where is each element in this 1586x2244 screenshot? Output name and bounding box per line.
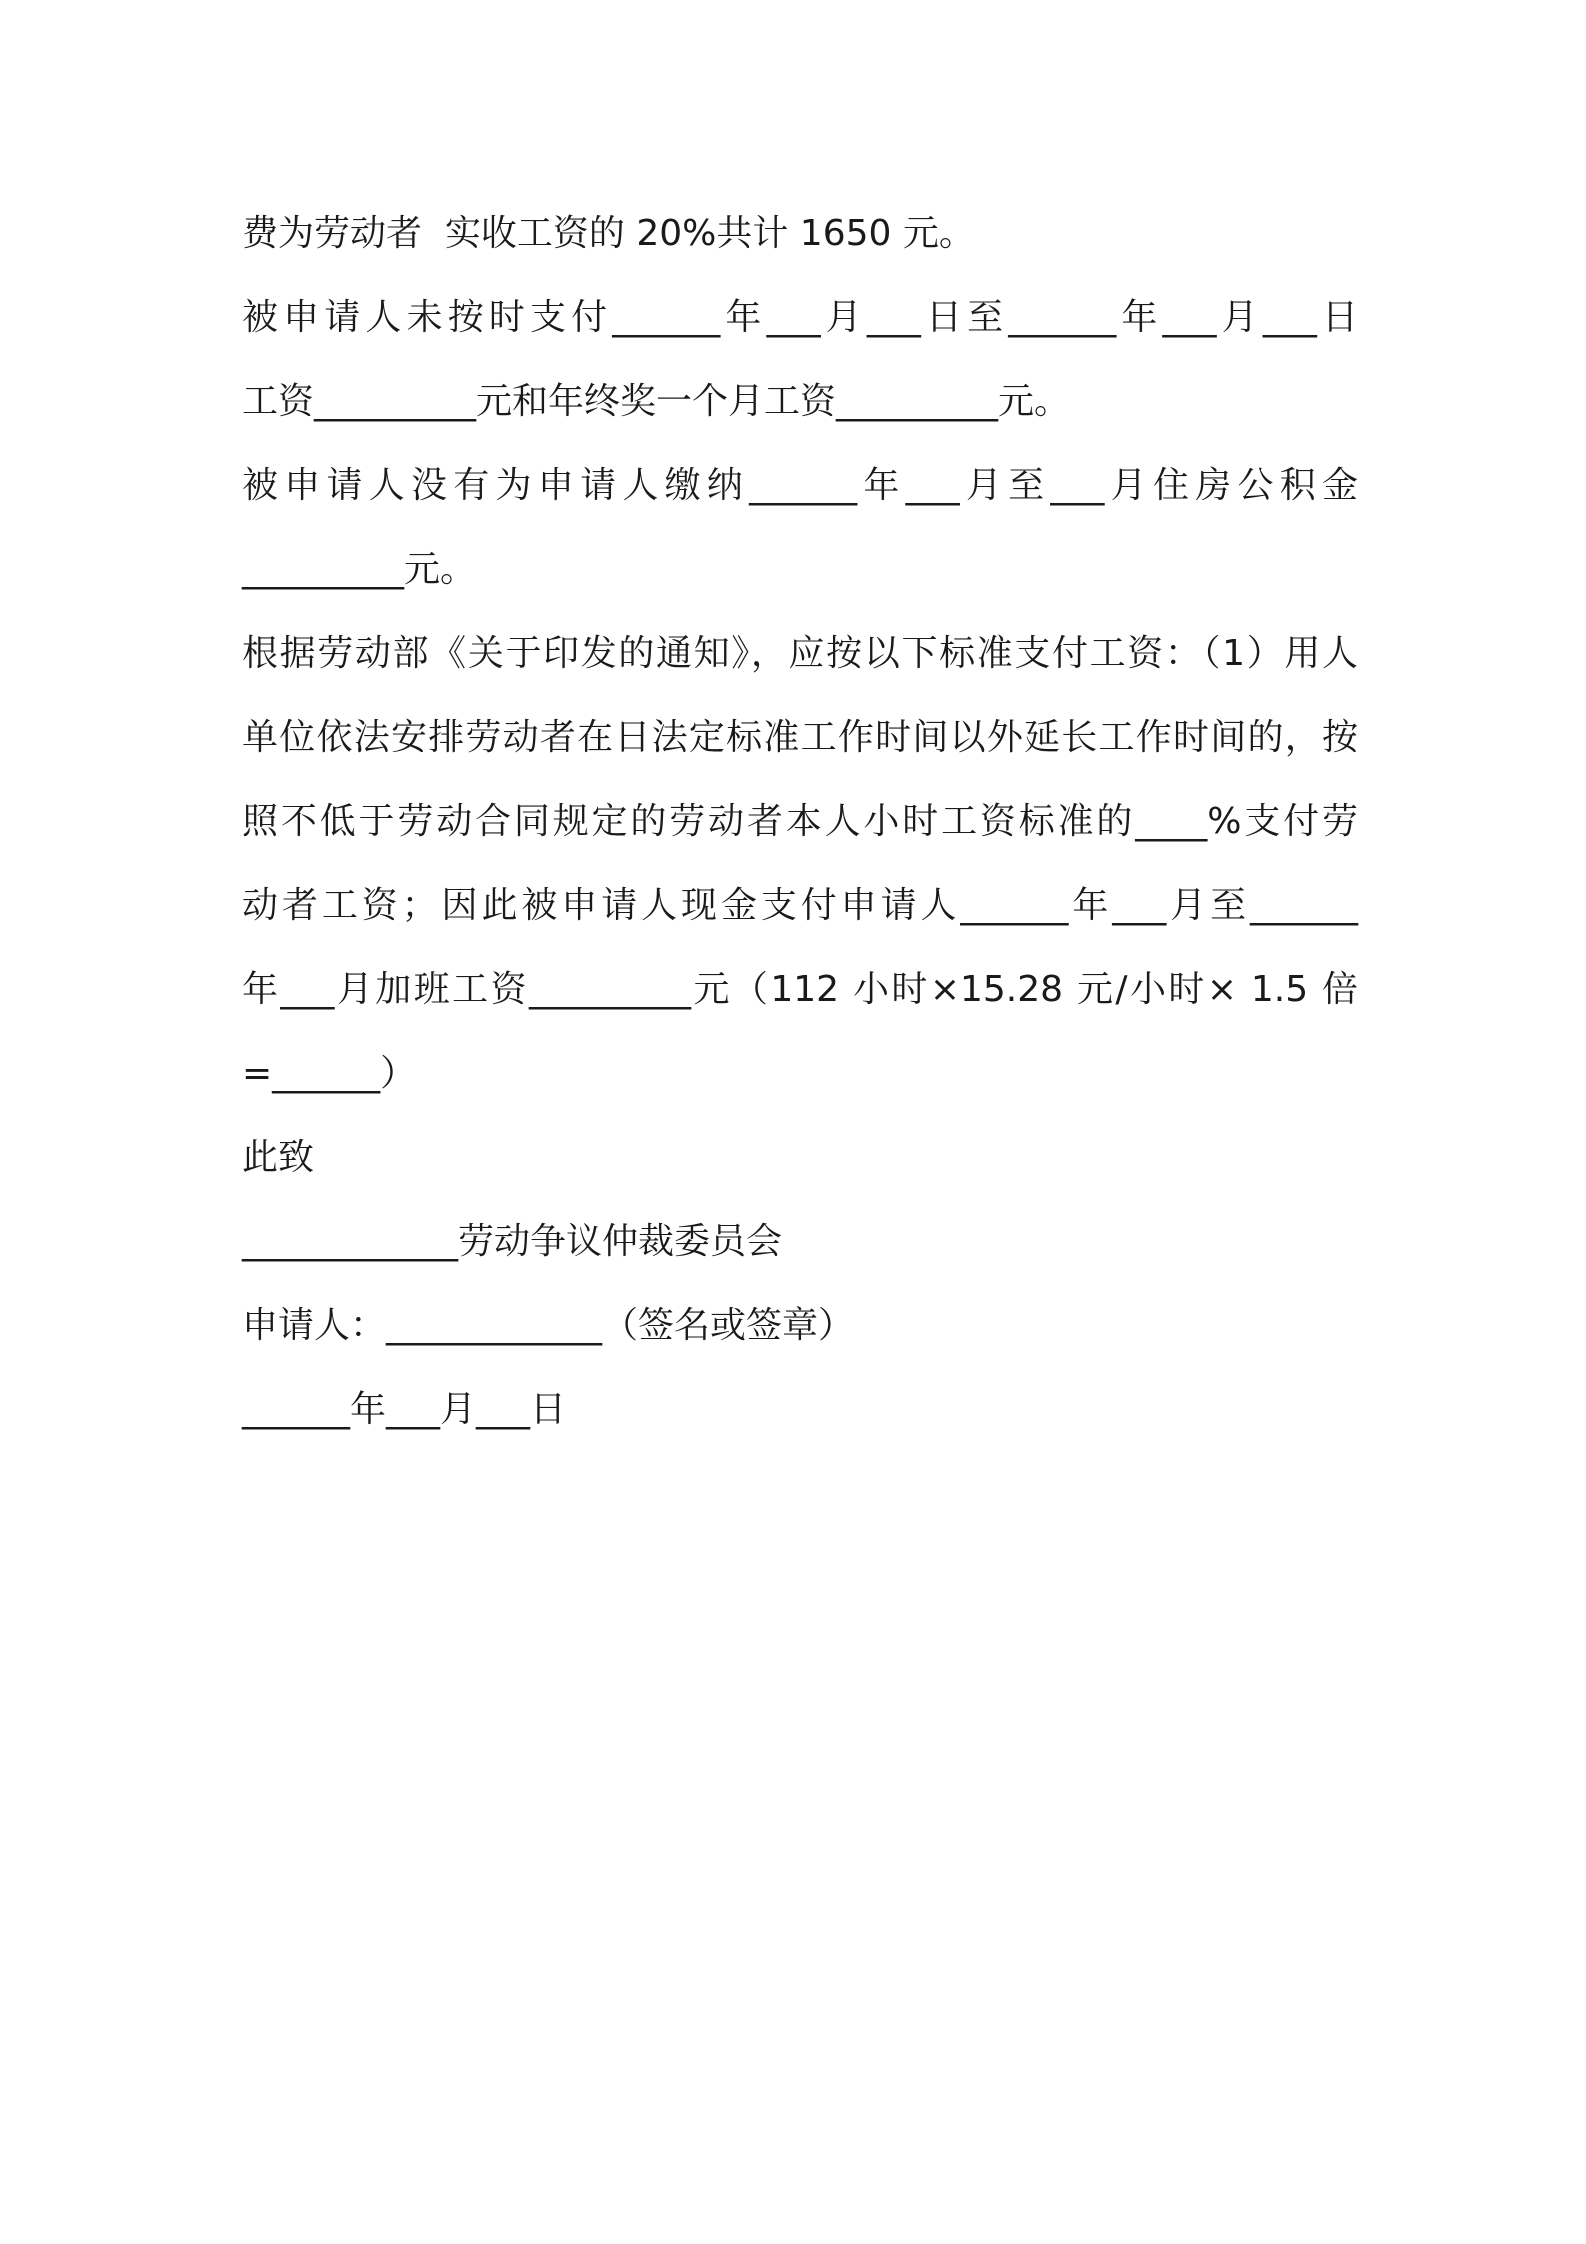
text-line-overtime-calculation: 年___月加班工资_________元（112 小时×15.28 元/小时× 1.5 倍 [242,969,1358,1010]
text-line-applicant-signature: 申请人：____________（签名或签章） [242,1305,855,1346]
text-line-overtime-rate: 照不低于劳动合同规定的劳动者本人小时工资标准的____%支付劳 [242,801,1358,842]
document-body [242,192,1358,1452]
text-line-salutation: 此致 [242,1137,315,1178]
text-line-overtime-total: =______） [242,1053,417,1094]
text-line-regulation-basis: 根据劳动部《关于印发的通知》，应按以下标准支付工资：（1）用人 [242,633,1358,674]
text-line-wages-and-bonus: 工资_________元和年终奖一个月工资_________元。 [242,381,1071,422]
text-line-overtime-payment: 动者工资；因此被申请人现金支付申请人______年___月至______ [242,885,1358,926]
text-line-housing-fund-amount: _________元。 [242,549,477,590]
text-line-unpaid-wages-period: 被申请人未按时支付______年___月___日至______年___月___日 [242,297,1358,338]
text-line-recipient-committee: ____________劳动争议仲裁委员会 [242,1221,783,1262]
text-line-date: ______年___月___日 [242,1389,567,1430]
text-line-overtime-rule: 单位依法安排劳动者在日法定标准工作时间以外延长工作时间的，按 [242,717,1358,758]
text-line-fee-statement: 费为劳动者 实收工资的 20%共计 1650 元。 [242,213,975,254]
text-line-housing-fund: 被申请人没有为申请人缴纳______年___月至___月住房公积金 [242,465,1358,506]
